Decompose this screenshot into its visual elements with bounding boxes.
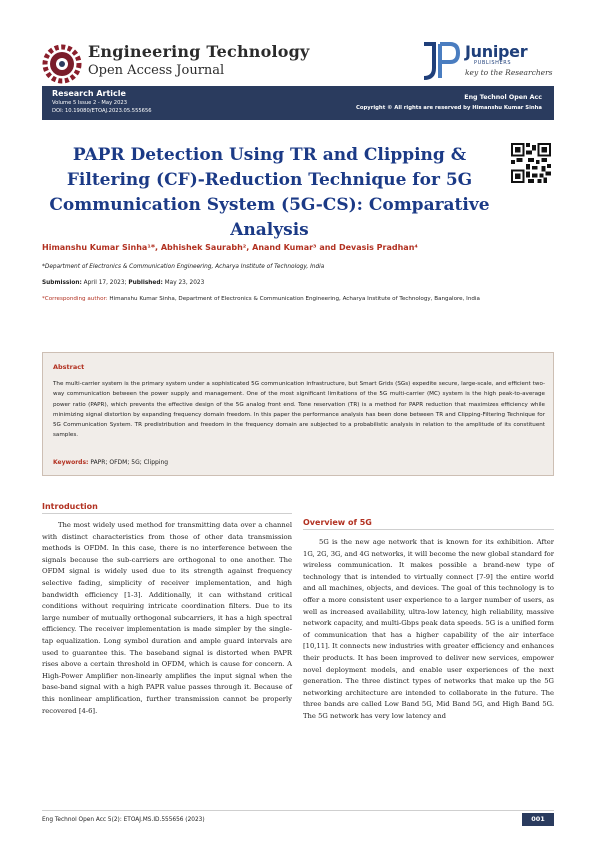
publisher-tagline: key to the Researchers xyxy=(465,68,553,77)
overview-paragraph: 5G is the new age network that is known for its exhibition. After 1G, 2G, 3G, and 4G networks, it will become the new global standard for wireless communication. It makes possible a brand-new type of technology that is intended to virtually connect [7-9] the entire world and all machines, objects, and devices. The goal of this technology is to offer a more consistent user experience to a larger number of users, as well as increased availability, ultra-low latency, high reliability, massive network capacity, and multi-Gbps peak data speeds. 5G is a unified form of communication that has a higher capability of the air interface [10,11]. It connects new industries with greater efficiency and enhances their products. It has been improved to deliver new services, empower novel deployment models, and enable user experiences of the next generation. The three distinct types of networks that make up the 5G networking architecture are intended to collaborate in the future. The three bands are called Low Band 5G, Mid Band 5G, and High Band 5G. The 5G network has very low latency and xyxy=(303,538,554,720)
footer-citation: Eng Technol Open Acc 5(2): ETOAJ.MS.ID.555656 (2023) xyxy=(42,817,205,823)
footer-divider xyxy=(42,810,554,811)
journal-name xyxy=(88,42,310,79)
overview-heading: Overview of 5G xyxy=(303,518,372,527)
article-title: PAPR Detection Using TR and Clipping & Filtering (CF)-Reduction Technique for 5G Communication System (5G-CS): Comparative Analysis xyxy=(49,145,490,240)
abstract-heading: Abstract xyxy=(53,363,85,371)
submission-label: Submission: xyxy=(42,280,82,286)
introduction-divider xyxy=(42,513,292,514)
abstract-text: The multi-carrier system is the primary system under a sophisticated 5G communication infrastructure, but Smart Grids (SGs) expedite secure, large-scale, and efficient two-way communication between the power supply and management. One of the most significant limitations of the 5G multi-carrier (MC) system is the high peak-to-average power ratio (PAPR), which prevents the effective design of the 5G analog front end. Tone reservation (TR) is a method for PAPR reduction that maximizes efficiency while minimizing signal distortion by expanding frequency domain freedom. In this paper the performance analysis has been done between TR and Clipping-Filtering Technique for 5G Communication System. TR predistribution and freedom in the frequency domain are subjected to a probabilistic analysis in relation to the amplitude of its constituent samples. xyxy=(53,381,545,439)
volume-issue: Volume 5 Issue 2 - May 2023 xyxy=(52,100,127,106)
publisher-name: Juniper xyxy=(465,42,528,61)
author-affiliation: *Department of Electronics & Communication Engineering, Acharya Institute of Technology, India xyxy=(42,264,325,270)
publisher-logo xyxy=(418,40,558,82)
keywords-label: Keywords: xyxy=(53,459,89,466)
publisher-sub: PUBLISHERS xyxy=(474,60,512,66)
journal-gear-logo-icon xyxy=(42,44,82,84)
article-meta xyxy=(52,88,152,115)
article-dates xyxy=(42,280,204,286)
introduction-heading: Introduction xyxy=(42,502,98,511)
journal-copyright xyxy=(356,92,542,113)
overview-divider xyxy=(303,529,554,530)
corresponding-author xyxy=(42,294,554,304)
article-type: Research Article xyxy=(52,89,126,98)
article-info-band xyxy=(42,86,554,120)
qr-code-icon[interactable] xyxy=(511,143,551,183)
author-list: Himanshu Kumar Sinha¹*, Abhishek Saurabh², Anand Kumar³ and Devasis Pradhan⁴ xyxy=(42,243,418,252)
overview-column xyxy=(303,537,554,723)
published-label: Published: xyxy=(128,280,163,286)
abstract-box xyxy=(42,352,554,476)
introduction-paragraph: The most widely used method for transmitting data over a channel with distinct characteristics from those of other data transmission methods is OFDM. In this case, there is no interference between the signals because the sub-carriers are orthogonal to one another. The OFDM signal is widely used due to its strength against frequency selective fading, simplicity of receiver implementation, and high bandwidth efficiency [1-3]. Additionally, it can withstand critical conditions without requiring intricate coordination filters. Due to its large number of mutually orthogonal subcarriers, it has a high spectral efficiency. The receiver implementation is made simpler by the single-tap equalization. Long symbol duration and ample guard intervals are used to guarantee this. The baseband signal is distorted when PAPR rises above a certain threshold in OFDM, which is cause for concern. A High-Power Amplifier non-linearly amplifies the input signal when the base-band signal with a high PAPR value passes through it. Because of this nonlinear amplification, further transmission cannot be properly recovered [4-6]. xyxy=(42,521,292,715)
published-date: May 23, 2023 xyxy=(162,280,205,286)
copyright-notice: Copyright © All rights are reserved by Himanshu Kumar Sinha xyxy=(355,105,542,111)
keywords xyxy=(53,459,168,466)
page-number: 001 xyxy=(522,813,554,826)
doi[interactable]: DOI: 10.19080/ETOAJ.2023.05.555656 xyxy=(52,108,152,114)
corresponding-text: Himanshu Kumar Sinha, Department of Electronics & Communication Engineering, Acharya Institute of Technology, Bangalore, India xyxy=(107,296,480,302)
journal-name-line1: Engineering Technology xyxy=(88,42,310,61)
corresponding-label: *Corresponding author: xyxy=(42,296,108,302)
journal-abbreviation: Eng Technol Open Acc xyxy=(464,94,542,101)
journal-name-line2: Open Access Journal xyxy=(88,63,225,78)
keywords-list: PAPR; OFDM; 5G; Clipping xyxy=(88,459,169,466)
submission-date: April 17, 2023; xyxy=(81,280,127,286)
publisher-jp-logo-icon xyxy=(418,40,462,82)
introduction-column xyxy=(42,520,292,717)
